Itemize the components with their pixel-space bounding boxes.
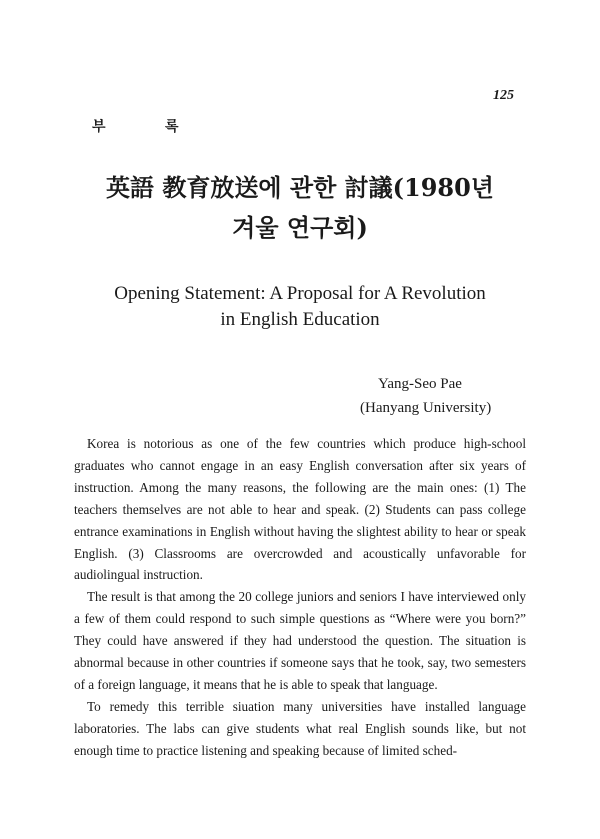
korean-title-line-1: 英語 教育放送에 관한 討議(1980년 — [106, 173, 494, 202]
english-title — [0, 281, 600, 333]
section-label: 부 록 — [92, 120, 207, 135]
article-body — [74, 433, 526, 762]
author-name: Yang-Seo Pae — [378, 376, 462, 392]
author-affiliation: (Hanyang University) — [360, 400, 492, 416]
paragraph-2: The result is that among the 20 college juniors and seniors I have interviewed only a few of them could respond to such simple questions as “Where were you born?” They could have answered if they had understood the question. The situation is abnormal because in other countries if someone says that he took, say, two semesters of a foreign language, it means that he is able to speak that language. — [74, 589, 526, 692]
english-title-line-1: Opening Statement: A Proposal for A Revolution — [114, 283, 486, 304]
page-number: 125 — [493, 88, 514, 103]
paragraph-1: Korea is notorious as one of the few countries which produce high-school graduates who cannot engage in an easy English conversation after six years of instruction. Among the many reasons, the following are the main ones: (1) The teachers themselves are not able to hear and speak. (2) Students can pass college entrance examinations in English without having the slightest ability to hear or speak English. (3) Classrooms are overcrowded and acoustically unfavorable for audiolingual instruction. — [74, 436, 526, 583]
author-block — [360, 372, 491, 420]
english-title-line-2: in English Education — [220, 309, 380, 330]
korean-title-line-2: 겨울 연구회) — [232, 213, 368, 242]
paragraph-3: To remedy this terrible siuation many universities have installed language laboratories. The labs can give students what real English sounds like, but not enough time to practice listening and speaking because of limited sched- — [74, 698, 526, 758]
